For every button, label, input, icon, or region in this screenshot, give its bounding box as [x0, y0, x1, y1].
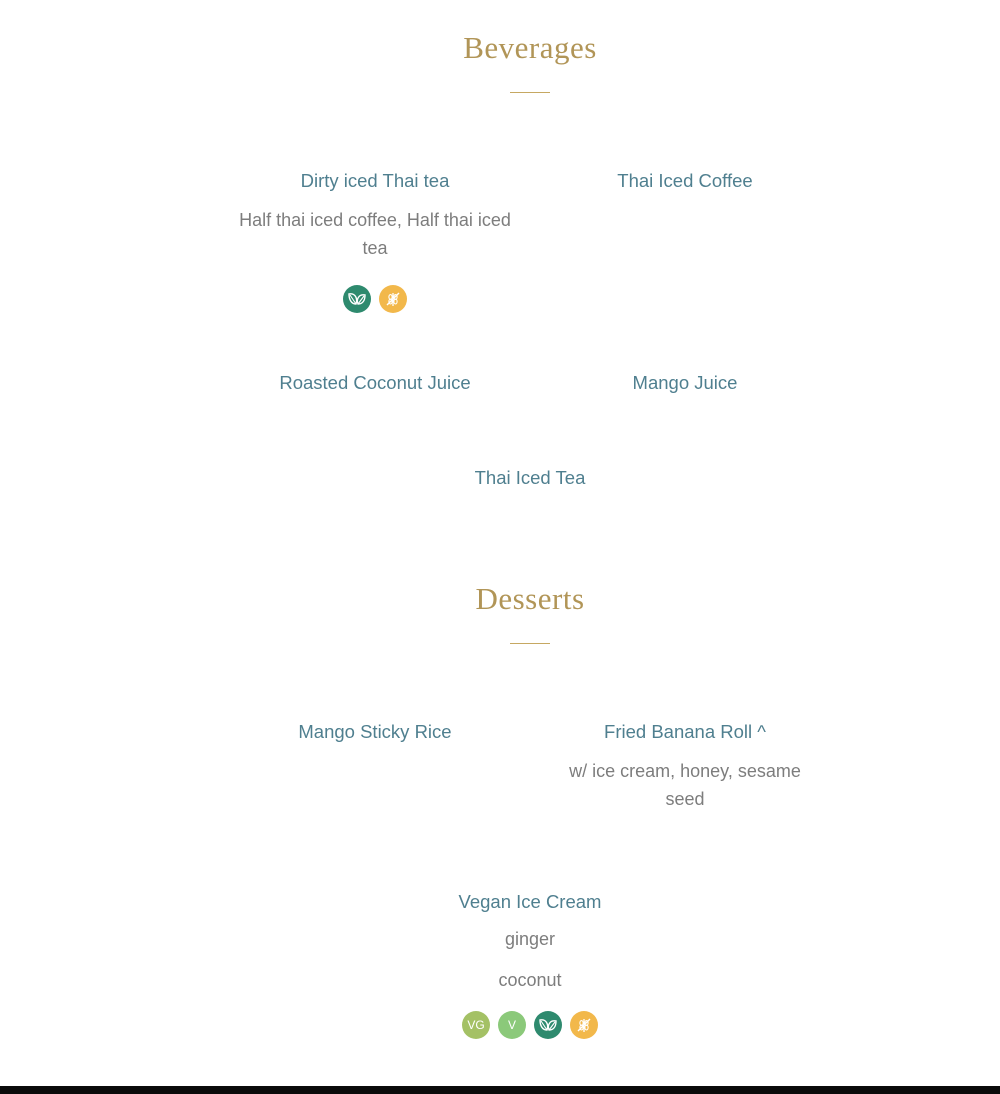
menu-item-dirty-iced-thai-tea[interactable]: [230, 170, 520, 313]
item-name: Mango Juice: [632, 372, 738, 393]
vegetarian-icon: [498, 1011, 526, 1039]
footer-bar: [0, 1086, 1000, 1094]
dietary-icons: [230, 285, 520, 313]
section-title-beverages: Beverages: [463, 30, 597, 65]
menu-item-thai-iced-tea[interactable]: [400, 467, 660, 489]
item-name: Vegan Ice Cream: [458, 891, 602, 912]
menu-item-fried-banana-roll[interactable]: [560, 721, 810, 813]
item-description: Half thai iced coffee, Half thai iced tea: [239, 210, 511, 258]
item-name: Dirty iced Thai tea: [300, 170, 450, 191]
item-name: Thai Iced Tea: [474, 467, 586, 488]
gluten-free-icon: [570, 1011, 598, 1039]
dietary-icons: [400, 1011, 660, 1039]
leaf-icon: [343, 285, 371, 313]
menu-item-vegan-ice-cream[interactable]: [400, 891, 660, 1039]
menu-item-thai-iced-coffee[interactable]: [555, 170, 815, 192]
item-option: coconut: [498, 970, 562, 990]
item-name: Roasted Coconut Juice: [279, 372, 471, 393]
vegetarian-label: V: [507, 1018, 516, 1032]
item-option: ginger: [504, 929, 556, 949]
item-name: Mango Sticky Rice: [298, 721, 452, 742]
section-title-desserts: Desserts: [475, 581, 585, 616]
menu-item-mango-sticky-rice[interactable]: [245, 721, 505, 743]
section-divider: [510, 643, 550, 644]
menu-item-mango-juice[interactable]: [555, 372, 815, 394]
item-description: w/ ice cream, honey, sesame seed: [569, 761, 801, 809]
menu-item-roasted-coconut-juice[interactable]: [245, 372, 505, 394]
section-divider: [510, 92, 550, 93]
item-name: Fried Banana Roll ^: [604, 721, 766, 742]
gluten-free-icon: [379, 285, 407, 313]
leaf-icon: [534, 1011, 562, 1039]
vegan-icon: [462, 1011, 490, 1039]
item-name: Thai Iced Coffee: [617, 170, 753, 191]
vegan-label: VG: [467, 1018, 485, 1032]
